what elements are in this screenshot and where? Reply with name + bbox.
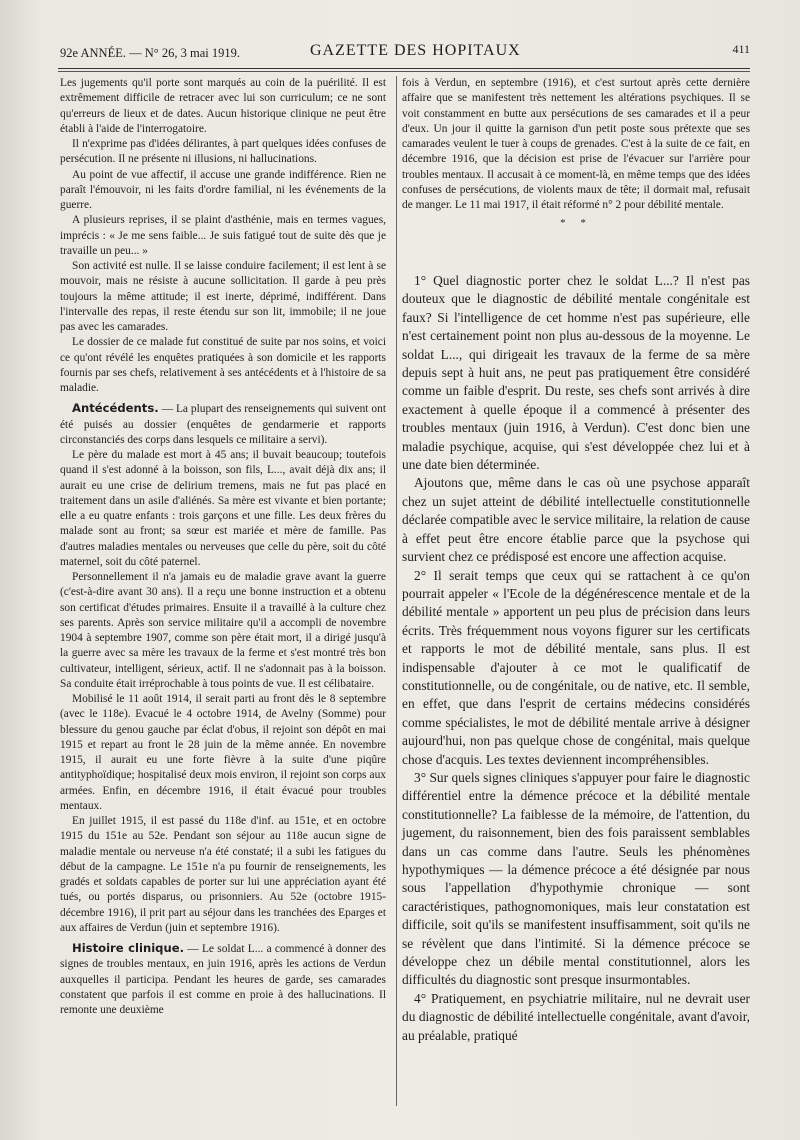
paragraph: Au point de vue affectif, il accuse une grande indifférence. Rien ne paraît l'émouvoir, ni les faits d'ordre familial, ni les événements de la guerre. bbox=[60, 168, 386, 211]
paragraph: Le père du malade est mort à 45 ans; il buvait beaucoup; toutefois quand il s'est adonné à la boisson, son fils, L..., avait déjà dix ans; il aurait eu une crise de delirium tremens, mais ne fut pas placé en traitement dans un asile d'aliénés. Sa mère est vivante et bien portante; elle a eu quatre enfants : trois garçons et une fille. Les deux frères du malade sont au front; sa sœur est mariée et mère de famille. Pas d'autres maladies mentales ou nerveuses que celle du père, soit du côté maternel, soit du côté paternel. bbox=[60, 449, 386, 568]
paragraph: A plusieurs reprises, il se plaint d'asthénie, mais en termes vagues, imprécis : « Je me sens faible... Je suis fatigué tout de suite dès que je travaille un peu... » bbox=[60, 214, 386, 257]
left-column bbox=[60, 76, 386, 1018]
paragraph: 3° Sur quels signes cliniques s'appuyer pour faire le diagnostic différentiel entre la démence précoce et la débilité mentale constitutionnelle? La faiblesse de la mémoire, de l'attention, du jugement, du raisonnement, bien des fois paraissent semblables dans un cas comme dans l'autre. Seuls les phénomènes hypothymiques — la démence précoce a été désignée par nous sous l'appellation d'hypothymie chronique — sont caractéristiques, pathognomoniques, mais leur constatation est difficile, soit qu'ils se manifestent insuffisamment, soit qu'ils ne se révèlent que dans l'intimité. Si la démence précoce se développe chez un débile mental constitutionnel, alors les difficultés du diagnostic sont presque insurmontables. bbox=[402, 769, 750, 988]
section-separator: * * bbox=[560, 217, 592, 230]
paragraph: 2° Il serait temps que ceux qui se rattachent à ce qu'on pourrait appeler « l'Ecole de la dégénérescence mentale et de la débilité mentale » apportent un peu plus de précision dans leurs écrits. Très fréquemment nous voyons figurer sur les certificats et rapports le mot de débilité mentale, sans plus. Il est indispensable d'ajouter à ce mot le qualificatif de constitutionnelle, ou de congénitale, ou de native, etc. Il semble, en effet, que dans l'esprit de certains médecins considérés comme spécialistes, le mot de débilité mentale arrive à désigner aujourd'hui, non pas quelque chose de congénital, mais quelque chose d'acquis. Les textes deviennent incompréhensibles. bbox=[402, 567, 750, 767]
section-heading-antecedents: Antécédents. bbox=[72, 401, 159, 416]
journal-title: GAZETTE DES HOPITAUX bbox=[310, 42, 521, 59]
section-heading-histoire: Histoire clinique. bbox=[72, 941, 184, 955]
right-column-continuation bbox=[402, 76, 750, 235]
column-divider bbox=[396, 76, 397, 1106]
issue-line: 92e ANNÉE. — N° 26, 3 mai 1919. bbox=[60, 46, 240, 60]
header-rule-thin bbox=[58, 71, 750, 72]
paragraph: 4° Pratiquement, en psychiatrie militaire, nul ne devrait user du diagnostic de débilité intellectuelle congénitale, avant d'avoir, au préalable, pratiqué bbox=[402, 990, 750, 1043]
paragraph: Mobilisé le 11 août 1914, il serait parti au front dès le 8 septembre (avec le 118e). Evacué le 4 octobre 1914, de Avelny (Somme) pour blessure du genou gauche par éclat d'obus, il rejoint son dépôt en mai 1915 et repart au front le 28 juin de la même année. En novembre 1915, il aurait eu une forte fièvre à la suite d'une piqûre antityphoïdique; hospitalisé deux mois environ, il rejoint son corps aux armées. Enfin, en décembre 1916, il était évacué pour troubles mentaux. bbox=[60, 693, 386, 812]
paragraph: fois à Verdun, en septembre (1916), et c'est surtout après cette dernière affaire que se manifestent très nettement les altérations psychiques. Il se voit constamment en butte aux persécutions de ses camarades et il a peur d'eux. Un jour il quitte la garnison d'un petit poste sous prétexte que ses camarades veulent le tuer à coups de grenades. C'est à la suite de ce fait, en décembre 1916, que la décision est prise de l'évacuer sur l'arrière pour troubles mentaux. Il accusait à ce moment-là, en même temps que des idées confuses de persécutions, de violents maux de tête; il dormait mal, refusait de manger. Le 11 mai 1917, il était réformé n° 2 pour débilité mentale. bbox=[402, 77, 750, 211]
paragraph: Les jugements qu'il porte sont marqués au coin de la puérilité. Il est extrêmement difficile de retracer avec lui son curriculum; ce ne sont qu'erreurs de lieux et de dates. Aucun historique clinique ne peut être établi à l'aide de l'interrogatoire. bbox=[60, 77, 386, 135]
paragraph: En juillet 1915, il est passé du 118e d'inf. au 151e, et en octobre 1915 du 151e au 52e. Pendant son séjour au 118e aucun signe de maladie mentale ou nerveuse n'a été constaté; il a subi les fatigues du début de la campagne. Le 151e n'a pu fournir de renseignements, les gradés et soldats capables de porter sur lui une appréciation ayant été tués, ou portés disparus, ou prisonniers. Au 52e (octobre 1915-décembre 1916), il prit part au séjour dans les tranchées des Eparges et aux affaires de Verdun (juin et septembre 1916). bbox=[60, 815, 386, 934]
page-header bbox=[60, 38, 750, 62]
page-number: 411 bbox=[732, 42, 750, 56]
right-column bbox=[402, 272, 750, 1045]
paragraph-text: — Le soldat L... a commencé à donner des signes de troubles mentaux, en juin 1916, après les actions de Verdun auxquelles il participa. Pendant les heures de garde, ses camarades constatent que parfois il est comme en proie à des hallucinations. Il remonte une deuxième bbox=[60, 943, 386, 1016]
paragraph: 1° Quel diagnostic porter chez le soldat L...? Il n'est pas douteux que le diagnostic de débilité mentale congénitale est faux? Si l'intelligence de cet homme n'est pas supérieure, elle n'est certainement point non plus au-dessous de la moyenne. Le soldat L..., qui dirigeait les travaux de la ferme de sa mère depuis sept à huit ans, ne peut pas pratiquement être considéré comme un faible d'esprit. Du reste, ses chefs sont arrivés à dire exactement à quelle époque il a commencé à présenter des troubles mentaux (juin 1916, à Verdun). C'est donc bien une maladie psychique, acquise, qui s'est développée chez lui et à une date bien déterminée. bbox=[402, 273, 750, 473]
paragraph: Personnellement il n'a jamais eu de maladie grave avant la guerre (c'est-à-dire avant 30 ans). Il a reçu une bonne instruction et a obtenu son certificat d'études primaires. Ensuite il a travaillé à la culture chez ses parents. Après son service militaire qu'il a accompli de novembre 1904 à septembre 1907, comme son père était mort, il a dirigé jusqu'à la guerre avec sa mère les travaux de la ferme et s'est montré très bon cultivateur, intelligent, sérieux, actif. Il ne s'adonnait pas à la boisson. Sa conduite était irréprochable à tous points de vue. Il est célibataire. bbox=[60, 571, 386, 690]
paragraph-text: — La plupart des renseignements qui suivent ont été puisés au dossier (enquêtes de gendarmerie et rapports circonstanciés des corps dans lesquels ce militaire a servi). bbox=[60, 403, 386, 446]
paragraph: Son activité est nulle. Il se laisse conduire facilement; il est lent à se mouvoir, mais ne résiste à aucune sollicitation. Il garde à peu près toujours la même attitude; il est inerte, déprimé, indifférent. Dans l'intervalle des repas, il reste étendu sur son lit, immobile; il ne joue pas avec les camarades. bbox=[60, 260, 386, 333]
paragraph: Le dossier de ce malade fut constitué de suite par nos soins, et voici ce qu'ont révélé les enquêtes pratiquées à son domicile et les rapports fournis par ses chefs, relativement à ses antécédents et à l'histoire de sa maladie. bbox=[60, 336, 386, 394]
paragraph: Il n'exprime pas d'idées délirantes, à part quelques idées confuses de persécution. Il ne présente ni illusions, ni hallucinations. bbox=[60, 138, 386, 166]
histoire-paragraph bbox=[60, 941, 386, 1018]
paragraph: Ajoutons que, même dans le cas où une psychose apparaît chez un sujet atteint de débilité intellectuelle constitutionnelle déclarée compatible avec le service militaire, la relation de cause à effet peut être encore établie parce que la psychose qui survient chez ce prédisposé est encore une affection acquise. bbox=[402, 475, 750, 565]
antecedents-paragraph bbox=[60, 401, 386, 448]
header-rule bbox=[58, 68, 750, 69]
